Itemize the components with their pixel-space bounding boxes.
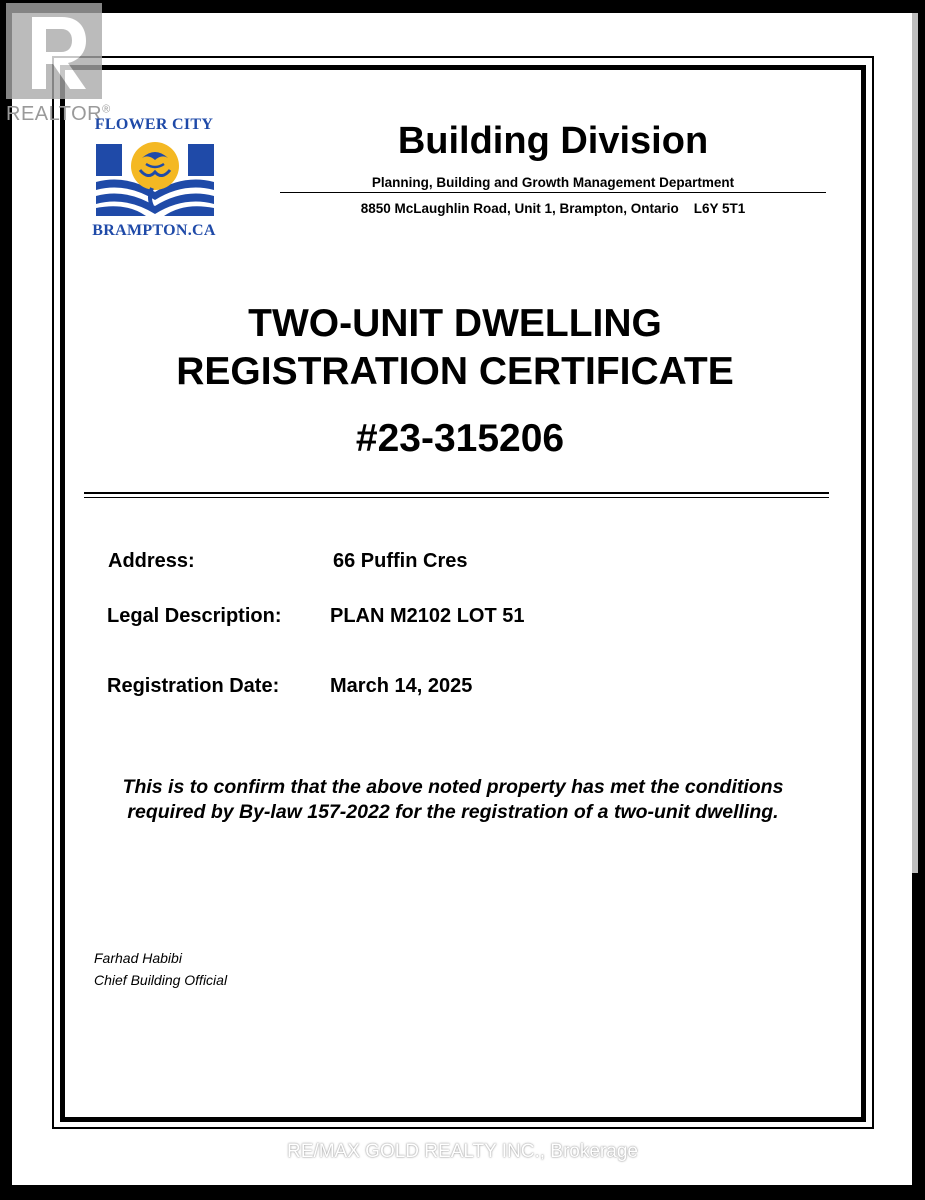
realtor-wordmark: REALTOR®	[6, 103, 111, 125]
realtor-r-box	[6, 3, 102, 99]
statement-line-1: This is to confirm that the above noted property has met the conditions	[122, 776, 784, 798]
logo-bottom-text: BRAMPTON.CA	[92, 222, 216, 239]
realtor-logo	[0, 3, 111, 126]
rose-icon	[96, 140, 214, 216]
realtor-r-icon	[6, 3, 102, 99]
title-divider-top	[84, 492, 829, 494]
certificate-title-line1: TWO-UNIT DWELLING	[248, 302, 662, 345]
legal-description-label: Legal Description:	[107, 605, 282, 627]
signatory-title: Chief Building Official	[94, 972, 228, 988]
title-divider-bottom	[84, 497, 829, 498]
brokerage-watermark: RE/MAX GOLD REALTY INC., Brokerage	[287, 1141, 638, 1162]
department-address: 8850 McLaughlin Road, Unit 1, Brampton, Ontario L6Y 5T1	[360, 201, 746, 216]
logo-top-text: FLOWER CITY	[94, 116, 214, 133]
legal-description-value: PLAN M2102 LOT 51	[330, 605, 525, 627]
header-divider	[280, 192, 826, 193]
address-value: 66 Puffin Cres	[333, 550, 468, 572]
department-name: Planning, Building and Growth Management Department	[371, 175, 735, 190]
certificate-number: #23-315206	[355, 417, 565, 460]
registration-date-value: March 14, 2025	[330, 675, 473, 697]
certificate-title-line2: REGISTRATION CERTIFICATE	[176, 350, 734, 393]
address-label: Address:	[108, 550, 195, 572]
flower-city-logo	[92, 116, 216, 242]
confirmation-statement	[88, 775, 818, 825]
statement-line-2: required by By-law 157-2022 for the registration of a two-unit dwelling.	[127, 801, 779, 823]
division-title: Building Division	[397, 120, 709, 162]
registration-date-label: Registration Date:	[107, 675, 280, 697]
signatory-name: Farhad Habibi	[94, 950, 182, 966]
page-edge-shadow	[912, 13, 918, 873]
